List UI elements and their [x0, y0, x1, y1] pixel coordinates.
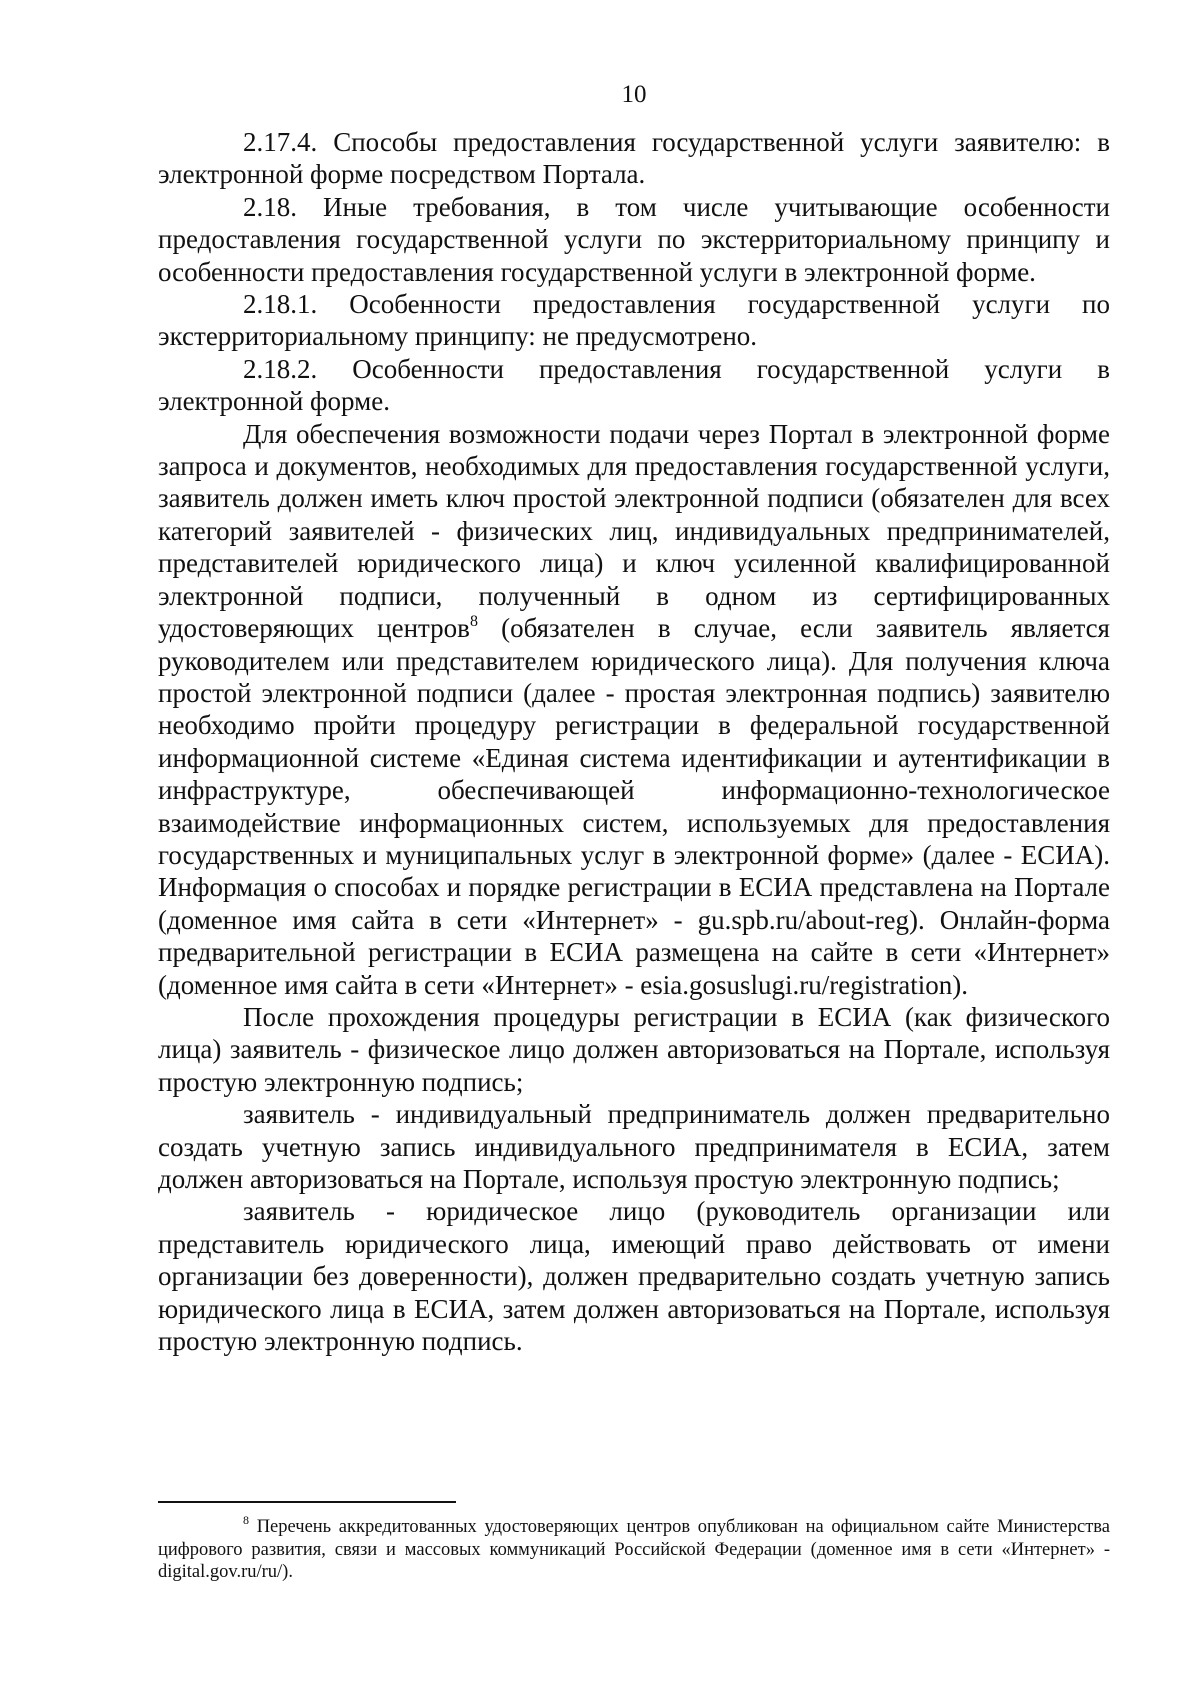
paragraph-2-17-4: 2.17.4. Способы предоставления государственной услуги заявителю: в электронной форме посредством Портала. — [158, 127, 1110, 190]
footnote-marker: 8 — [243, 1513, 249, 1527]
paragraph-2-18-2: 2.18.2. Особенности предоставления государственной услуги в электронной форме. — [158, 353, 1110, 417]
paragraph-legal-entity-auth: заявитель - юридическое лицо (руководитель организации или представитель юридического лица, имеющий право действовать от имени организации без доверенности), должен предварительно создать учетную запись юридического лица в ЕСИА, затем должен авторизоваться на Портале, используя простую электронную подпись. — [158, 1196, 1110, 1357]
paragraph-esia-requirements — [158, 418, 1110, 1001]
page-number: 10 — [621, 81, 647, 108]
paragraph-esia-part2: (обязателен в случае, если заявитель является руководителем или представителем юридического лица). Для получения ключа простой электронной подписи (далее - простая электронная подпись) заявителю необходимо пройти процедуру регистрации в федеральной государственной информационной системе «Единая система идентификации и аутентификации в инфраструктуре, обеспечивающей информационно-технологическое взаимодействие информационных систем, используемых для предоставления государственных и муниципальных услуг в электронной форме» (далее - ЕСИА). Информация о способах и порядке регистрации в ЕСИА представлена на Портале (доменное имя сайта в сети «Интернет» - gu.spb.ru/about-reg). Онлайн-форма предварительной регистрации в ЕСИА размещена на сайте в сети «Интернет» (доменное имя сайта в сети «Интернет» - esia.gosuslugi.ru/registration). — [158, 613, 1110, 1000]
footnote — [158, 1513, 1110, 1584]
footnote-separator — [158, 1501, 456, 1503]
paragraph-individual-auth: После прохождения процедуры регистрации в ЕСИА (как физического лица) заявитель - физическое лицо должен авторизоваться на Портале, используя простую электронную подпись; — [158, 1001, 1110, 1097]
paragraph-esia-part1: Для обеспечения возможности подачи через Портал в электронной форме запроса и документов, необходимых для предоставления государственной услуги, заявитель должен иметь ключ простой электронной подписи (обязателен для всех категорий заявителей - физических лиц, индивидуальных предпринимателей, представителей юридического лица) и ключ усиленной квалифицированной электронной подписи, полученный в одном из сертифицированных удостоверяющих центров — [158, 418, 1110, 644]
footnote-reference: 8 — [469, 613, 478, 631]
paragraph-2-18-1: 2.18.1. Особенности предоставления государственной услуги по экстерриториальному принципу: не предусмотрено. — [158, 289, 1110, 352]
body-text — [158, 126, 1110, 1357]
paragraph-2-18: 2.18. Иные требования, в том числе учитывающие особенности предоставления государственной услуги по экстерриториальному принципу и особенности предоставления государственной услуги в электронной форме. — [158, 191, 1110, 287]
paragraph-entrepreneur-auth: заявитель - индивидуальный предприниматель должен предварительно создать учетную запись индивидуального предпринимателя в ЕСИА, затем должен авторизоваться на Портале, используя простую электронную подпись; — [158, 1099, 1110, 1194]
footnote-text: Перечень аккредитованных удостоверяющих центров опубликован на официальном сайте Министерства цифрового развития, связи и массовых коммуникаций Российской Федерации (доменное имя в сети «Интернет» - digital.gov.ru/ru/). — [158, 1517, 1110, 1582]
